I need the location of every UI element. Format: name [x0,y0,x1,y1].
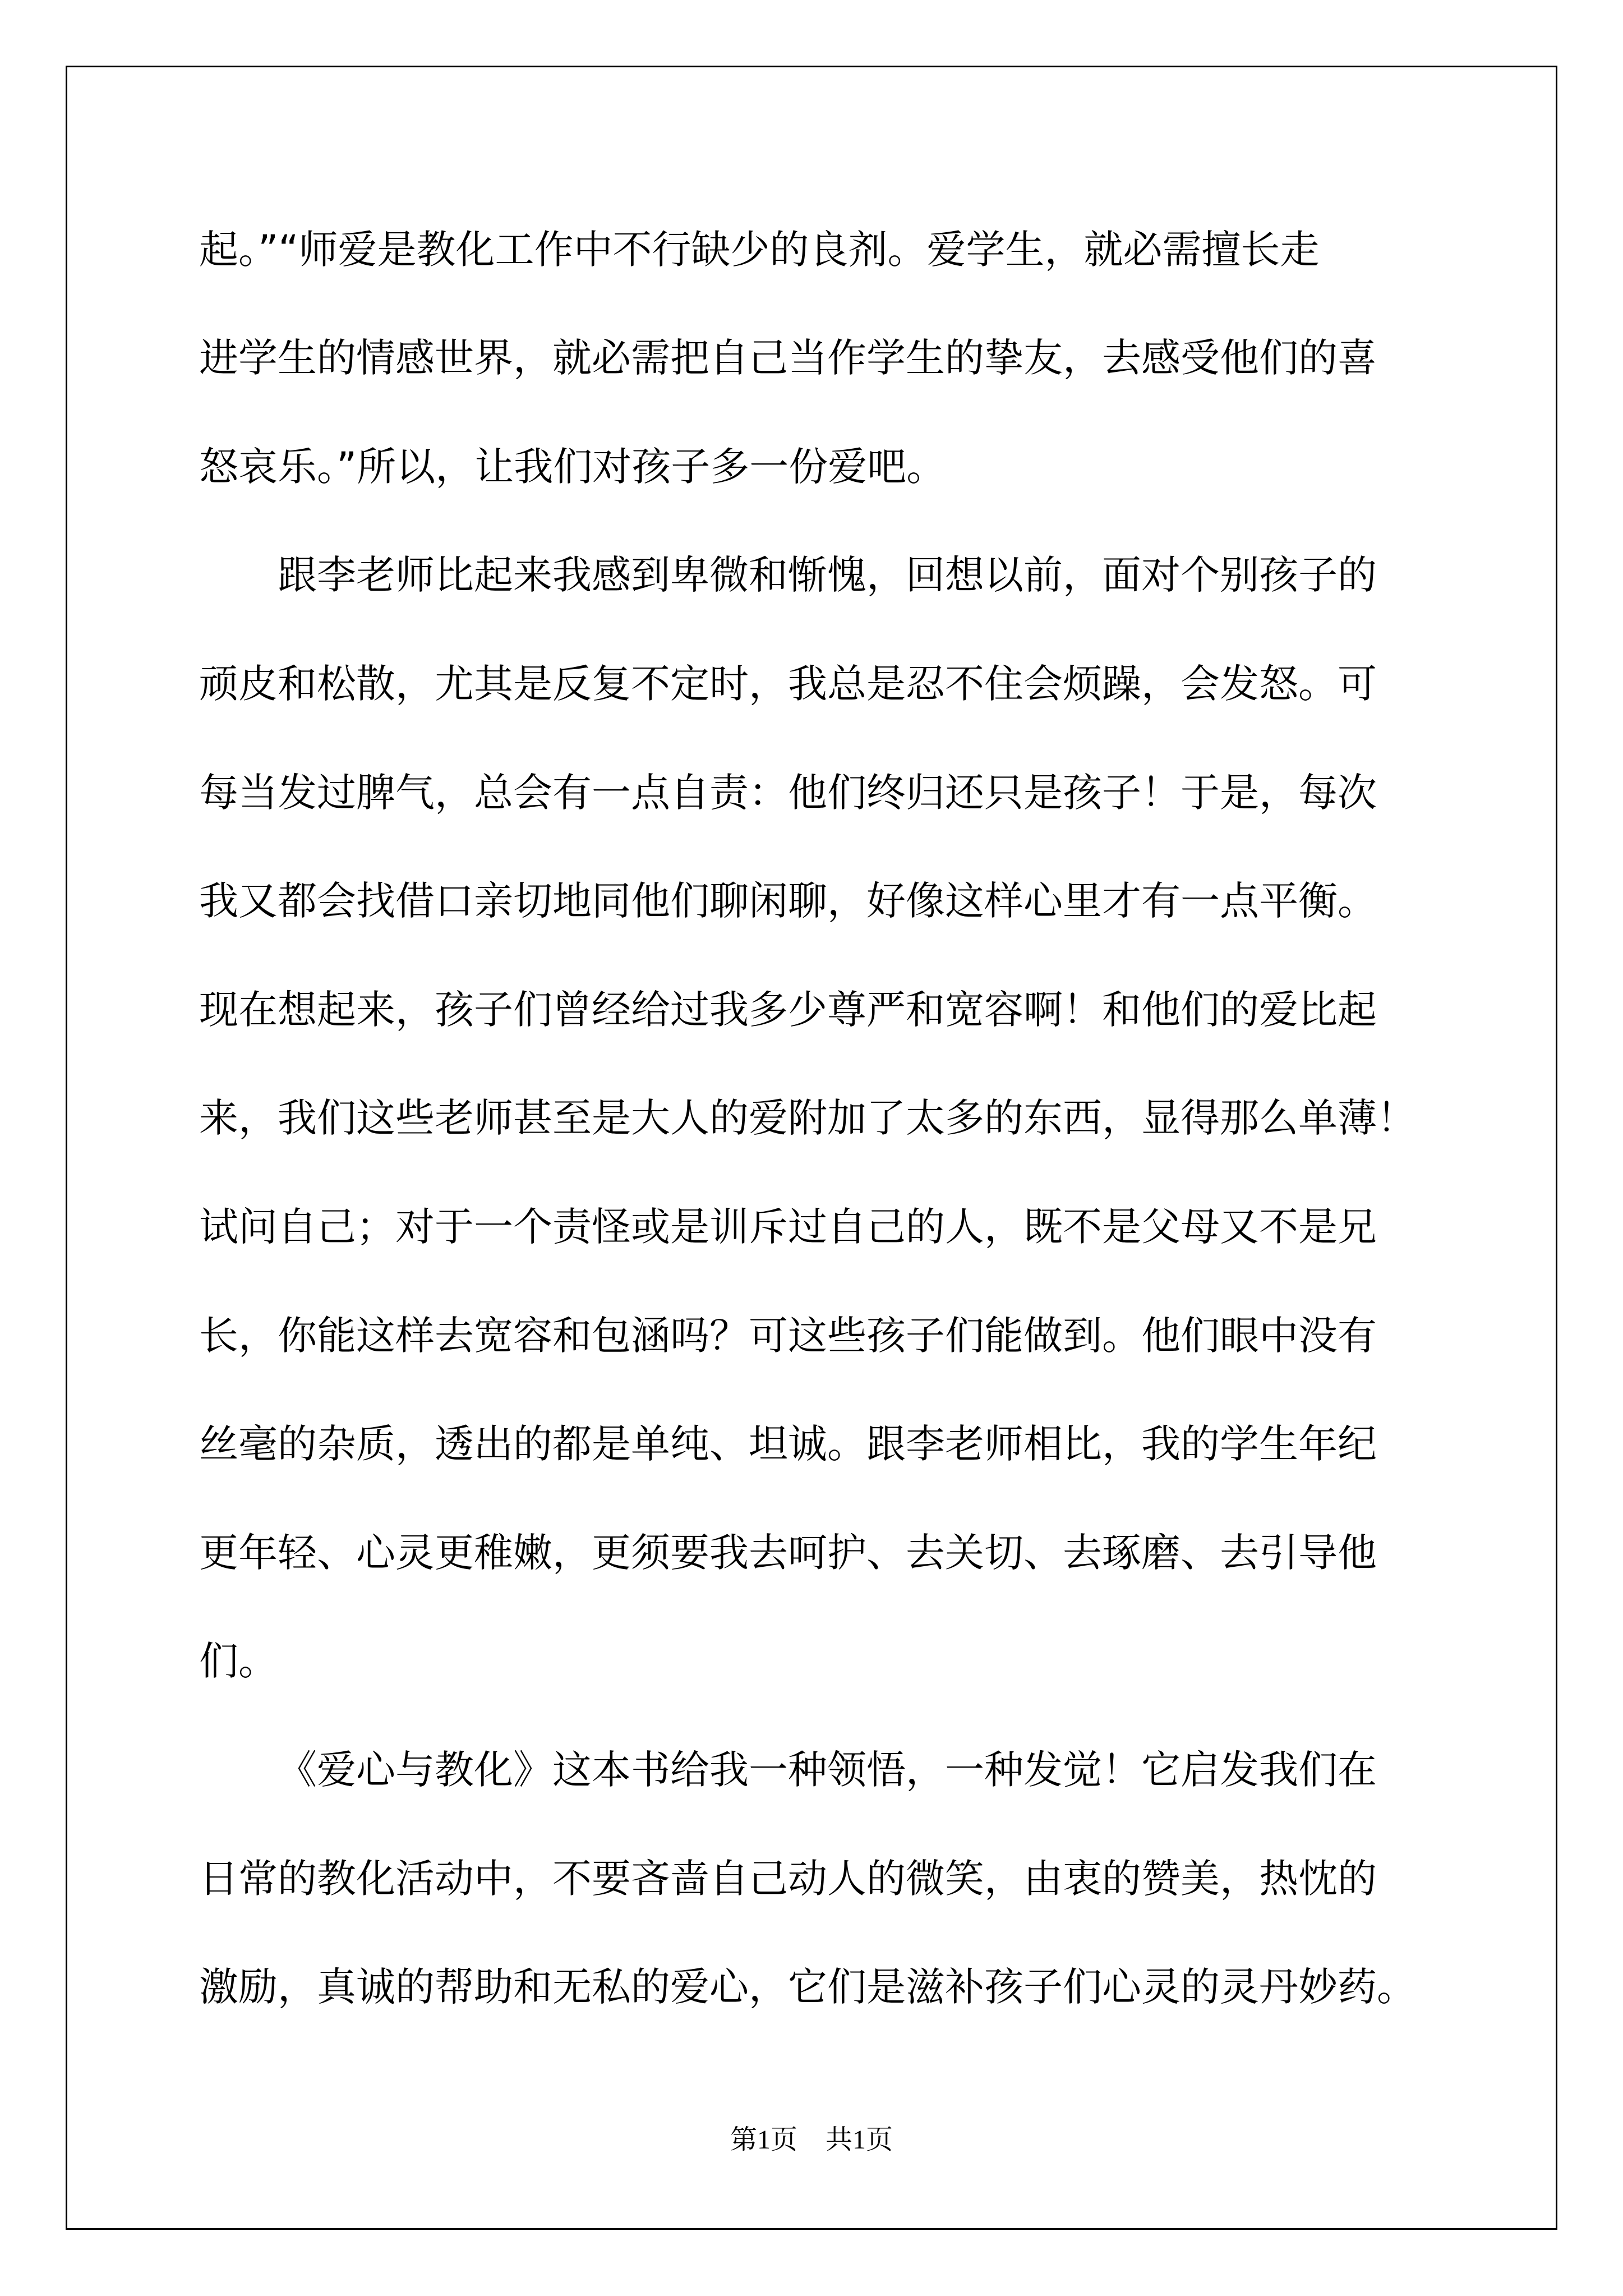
text-line: 长，你能这样去宽容和包涵吗？可这些孩子们能做到。他们眼中没有 [199,1313,1377,1359]
text-line: 来，我们这些老师甚至是大人的爱附加了太多的东西，显得那么单薄！ [199,1095,1416,1141]
page-total: 共1页 [826,2125,893,2155]
page-frame [66,66,1557,2230]
text-line: 起。”“师爱是教化工作中不行缺少的良剂。爱学生，就必需擅长走 [199,227,1320,273]
text-line: 日常的教化活动中，不要吝啬自己动人的微笑，由衷的赞美，热忱的 [199,1856,1377,1902]
text-line: 每当发过脾气，总会有一点自责：他们终归还只是孩子！于是，每次 [199,770,1377,816]
text-line: 怒哀乐。”所以，让我们对孩子多一份爱吧。 [199,444,946,490]
page-footer [0,2118,1623,2156]
text-line: 们。 [199,1638,278,1684]
text-line: 跟李老师比起来我感到卑微和惭愧，回想以前，面对个别孩子的 [278,552,1377,598]
text-line: 现在想起来，孩子们曾经给过我多少尊严和宽容啊！和他们的爱比起 [199,987,1377,1033]
text-line: 顽皮和松散，尤其是反复不定时，我总是忍不住会烦躁，会发怒。可 [199,661,1377,707]
text-line: 进学生的情感世界，就必需把自己当作学生的挚友，去感受他们的喜 [199,335,1377,381]
text-line: 更年轻、心灵更稚嫩，更须要我去呵护、去关切、去琢磨、去引导他 [199,1530,1377,1576]
text-line: 试问自己；对于一个责怪或是训斥过自己的人，既不是父母又不是兄 [199,1204,1377,1250]
text-line: 激励，真诚的帮助和无私的爱心，它们是滋补孩子们心灵的灵丹妙药。 [199,1964,1416,2010]
text-line: 我又都会找借口亲切地同他们聊闲聊，好像这样心里才有一点平衡。 [199,878,1377,924]
text-line: 丝毫的杂质，透出的都是单纯、坦诚。跟李老师相比，我的学生年纪 [199,1421,1377,1467]
page-number: 第1页 [730,2125,797,2155]
text-line: 《爱心与教化》这本书给我一种领悟，一种发觉！它启发我们在 [278,1747,1377,1793]
